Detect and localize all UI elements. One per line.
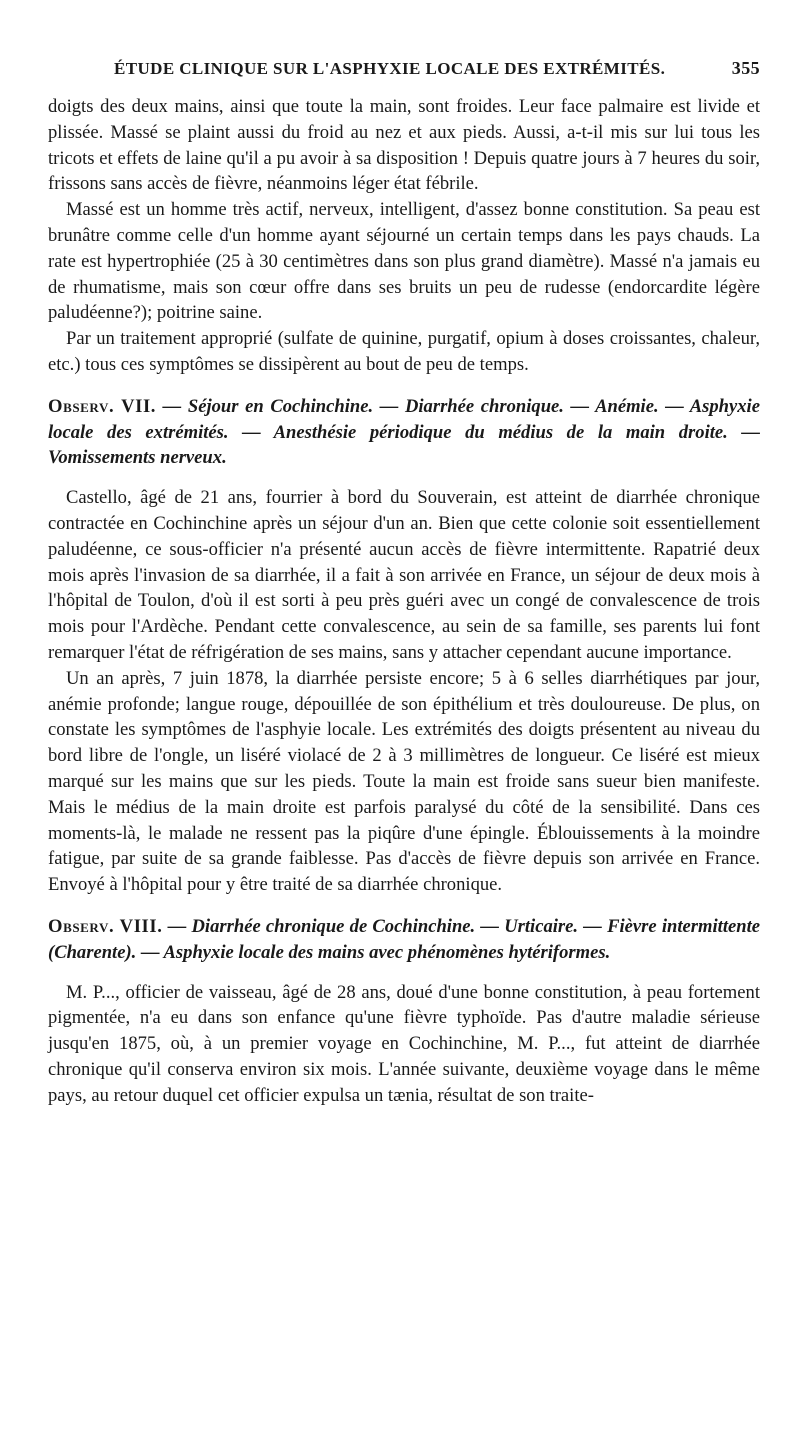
paragraph: Massé est un homme très actif, nerveux, intelligent, d'assez bonne constitution. Sa peau est brunâtre comme celle d'un homme ayant séjourné un certain temps dans les pays chauds. La rate est hypertrophiée (25 à 30 centimètres dans son plus grand diamètre). Massé n'a jamais eu de rhumatisme, mais son cœur offre dans ses bruits un peu de rudesse (endorcardite légère paludéenne?); poitrine saine. <box>48 199 760 324</box>
paragraph: Un an après, 7 juin 1878, la diarrhée persiste encore; 5 à 6 selles diarrhétiques par jour, anémie profonde; langue rouge, dépouillée de son épithélium et très douloureuse. De plus, on constate les symptômes de l'asphyie locale. Les extrémités des doigts présentent au niveau du bord libre de l'ongle, un liséré violacé de 2 à 3 millimètres de longueur. Ce liséré est mieux marqué sur les mains que sur les pieds. Toute la main est froide sans sueur bien manifeste. Mais le médius de la main droite est parfois paralysé du côté de la sensibilité. Dans ces moments-là, le malade ne ressent pas la piqûre d'une épingle. Éblouissements à la moindre fatigue, par suite de sa grande faiblesse. Pas d'accès de fièvre depuis son arrivée en France. Envoyé à l'hôpital pour y être traité de sa diarrhée chronique. <box>48 667 760 896</box>
paragraph: M. P..., officier de vaisseau, âgé de 28 ans, doué d'une bonne constitution, à peau fortement pigmentée, n'a eu dans son enfance qu'une fièvre typhoïde. Pas d'autre maladie sérieuse jusqu'en 1875, où, à un premier voyage en Cochinchine, M. P..., fut atteint de diarrhée chronique qu'il conserva environ six mois. L'année suivante, deuxième voyage dans le même pays, au retour duquel cet officier expulsa un tænia, résultat de son traite- <box>48 981 760 1106</box>
book-page <box>48 58 760 1108</box>
running-head-title: ÉTUDE CLINIQUE SUR L'ASPHYXIE LOCALE DES EXTRÉMITÉS. <box>114 59 666 78</box>
observation-heading <box>48 914 760 966</box>
paragraph: Castello, âgé de 21 ans, fourrier à bord du Souverain, est atteint de diarrhée chronique contractée en Cochinchine après un séjour d'un an. Bien que cette colonie soit essentiellement paludéenne, ce sous-officier n'a présenté aucun accès de fièvre intermittente. Rapatrié deux mois après l'invasion de sa diarrhée, il a fait à son arrivée en France, un séjour de deux mois à l'hôpital de Toulon, d'où il est sorti à peu près guéri avec un congé de convalescence de trois mois pour l'Ardèche. Pendant cette convalescence, au sein de sa famille, ses parents lui font remarquer l'état de réfrigération de ses mains, sans y attacher cependant aucune importance. <box>48 487 760 663</box>
running-head <box>48 58 760 94</box>
paragraph: doigts des deux mains, ainsi que toute la main, sont froides. Leur face palmaire est livide et plissée. Massé se plaint aussi du froid au nez et aux pieds. Aussi, a-t-il mis sur lui tous les tricots et effets de laine qu'il a pu avoir à sa disposition ! Depuis quatre jours à 7 heures du soir, frissons sans accès de fièvre, néanmoins léger état fébrile. <box>48 96 760 195</box>
observation-label: Observ. VII. <box>48 395 157 417</box>
observation-label: Observ. VIII. <box>48 915 163 937</box>
observation-title: — Séjour en Cochinchine. — Diarrhée chronique. — Anémie. — Asphyxie locale des extrémités. — Anesthésie périodique du médius de la main droite. — Vomissements nerveux. <box>48 395 760 469</box>
observation-title: — Diarrhée chronique de Cochinchine. — Urticaire. — Fièvre intermittente (Charente). — Asphyxie locale des mains avec phénomènes hytériformes. <box>48 915 760 963</box>
page-number: 355 <box>731 58 760 78</box>
observation-heading <box>48 394 760 471</box>
paragraph: Par un traitement approprié (sulfate de quinine, purgatif, opium à doses croissantes, chaleur, etc.) tous ces symptômes se dissipèrent au bout de peu de temps. <box>48 328 760 375</box>
